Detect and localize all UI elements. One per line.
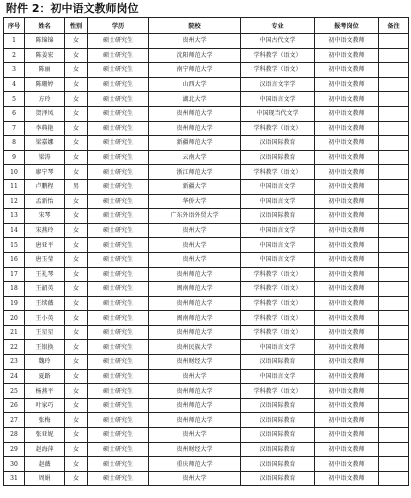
cell-name: 张亚妮 [25, 428, 65, 443]
cell-gender: 女 [65, 471, 88, 486]
table-row [4, 355, 409, 370]
cell-position: 初中语文教师 [315, 311, 379, 326]
cell-index: 28 [4, 428, 25, 443]
cell-school: 贵州大学 [149, 223, 241, 238]
cell-name: 王礼琴 [25, 267, 65, 282]
cell-major: 中国语言文学 [241, 92, 315, 107]
cell-name: 张梅 [25, 413, 65, 428]
cell-remarks [379, 398, 409, 413]
cell-position: 初中语文教师 [315, 428, 379, 443]
table-row [4, 282, 409, 297]
table-row [4, 63, 409, 78]
cell-education: 硕士研究生 [88, 106, 149, 121]
cell-education: 硕士研究生 [88, 92, 149, 107]
cell-index: 25 [4, 384, 25, 399]
cell-gender: 女 [65, 340, 88, 355]
cell-education: 硕士研究生 [88, 398, 149, 413]
cell-education: 硕士研究生 [88, 150, 149, 165]
cell-position: 初中语文教师 [315, 238, 379, 253]
cell-index: 17 [4, 267, 25, 282]
cell-education: 硕士研究生 [88, 63, 149, 78]
table-row [4, 179, 409, 194]
cell-education: 硕士研究生 [88, 457, 149, 472]
cell-name: 王韶英 [25, 282, 65, 297]
cell-major: 中国语言文学 [241, 223, 315, 238]
cell-school: 沈阳师范大学 [149, 48, 241, 63]
cell-position: 初中语文教师 [315, 442, 379, 457]
cell-remarks [379, 63, 409, 78]
cell-name: 贺泽凤 [25, 106, 65, 121]
cell-major: 中国语言文学 [241, 369, 315, 384]
cell-position: 初中语文教师 [315, 136, 379, 151]
cell-name: 魏玲 [25, 355, 65, 370]
cell-education: 硕士研究生 [88, 442, 149, 457]
cell-index: 11 [4, 179, 25, 194]
table-row [4, 48, 409, 63]
cell-remarks [379, 106, 409, 121]
table-row [4, 92, 409, 107]
cell-school: 贵州大学 [149, 471, 241, 486]
table-row [4, 238, 409, 253]
cell-remarks [379, 194, 409, 209]
table-row [4, 223, 409, 238]
cell-index: 30 [4, 457, 25, 472]
cell-gender: 女 [65, 311, 88, 326]
cell-gender: 女 [65, 355, 88, 370]
cell-education: 硕士研究生 [88, 340, 149, 355]
cell-education: 硕士研究生 [88, 311, 149, 326]
cell-major: 学科教学（语文） [241, 48, 315, 63]
cell-school: 新疆师范大学 [149, 136, 241, 151]
cell-school: 华侨大学 [149, 194, 241, 209]
cell-remarks [379, 267, 409, 282]
cell-position: 初中语文教师 [315, 267, 379, 282]
cell-gender: 女 [65, 165, 88, 180]
cell-remarks [379, 252, 409, 267]
cell-index: 9 [4, 150, 25, 165]
cell-index: 26 [4, 398, 25, 413]
cell-gender: 女 [65, 369, 88, 384]
cell-major: 学科教学（语文） [241, 267, 315, 282]
cell-index: 7 [4, 121, 25, 136]
cell-position: 初中语文教师 [315, 106, 379, 121]
cell-position: 初中语文教师 [315, 77, 379, 92]
table-row [4, 209, 409, 224]
cell-major: 学科教学（语文） [241, 121, 315, 136]
cell-major: 中国语言文学 [241, 238, 315, 253]
cell-education: 硕士研究生 [88, 413, 149, 428]
cell-gender: 女 [65, 296, 88, 311]
cell-remarks [379, 150, 409, 165]
cell-index: 4 [4, 77, 25, 92]
cell-major: 中国语言文学 [241, 194, 315, 209]
cell-major: 汉语国际教育 [241, 136, 315, 151]
cell-name: 李典艳 [25, 121, 65, 136]
cell-position: 初中语文教师 [315, 471, 379, 486]
cell-major: 汉语国际教育 [241, 457, 315, 472]
cell-index: 2 [4, 48, 25, 63]
cell-position: 初中语文教师 [315, 223, 379, 238]
cell-position: 初中语文教师 [315, 384, 379, 399]
cell-major: 汉语国际教育 [241, 398, 315, 413]
cell-position: 初中语文教师 [315, 340, 379, 355]
cell-education: 硕士研究生 [88, 223, 149, 238]
cell-education: 硕士研究生 [88, 428, 149, 443]
cell-school: 新疆大学 [149, 179, 241, 194]
cell-remarks [379, 296, 409, 311]
table-row [4, 398, 409, 413]
cell-school: 贵州大学 [149, 252, 241, 267]
cell-major: 中国语言文学 [241, 340, 315, 355]
cell-major: 学科教学（语文） [241, 311, 315, 326]
header-remarks: 备注 [379, 18, 409, 34]
cell-remarks [379, 179, 409, 194]
cell-position: 初中语文教师 [315, 121, 379, 136]
cell-position: 初中语文教师 [315, 398, 379, 413]
cell-education: 硕士研究生 [88, 325, 149, 340]
cell-name: 廖宁琴 [25, 165, 65, 180]
cell-gender: 女 [65, 398, 88, 413]
cell-education: 硕士研究生 [88, 34, 149, 49]
cell-school: 湖北大学 [149, 92, 241, 107]
cell-position: 初中语文教师 [315, 325, 379, 340]
table-row [4, 384, 409, 399]
cell-gender: 女 [65, 442, 88, 457]
table-body [4, 34, 409, 486]
cell-position: 初中语文教师 [315, 179, 379, 194]
cell-name: 孟新怡 [25, 194, 65, 209]
cell-major: 汉语国际教育 [241, 150, 315, 165]
cell-position: 初中语文教师 [315, 296, 379, 311]
cell-position: 初中语文教师 [315, 165, 379, 180]
cell-index: 29 [4, 442, 25, 457]
cell-gender: 女 [65, 92, 88, 107]
cell-index: 20 [4, 311, 25, 326]
cell-gender: 女 [65, 150, 88, 165]
cell-major: 中国古代文学 [241, 34, 315, 49]
header-index: 序号 [4, 18, 25, 34]
cell-position: 初中语文教师 [315, 63, 379, 78]
cell-remarks [379, 282, 409, 297]
table-row [4, 325, 409, 340]
cell-school: 贵州师范大学 [149, 384, 241, 399]
table-row [4, 252, 409, 267]
cell-name: 宋燕玲 [25, 223, 65, 238]
cell-index: 22 [4, 340, 25, 355]
cell-school: 贵州师范大学 [149, 398, 241, 413]
table-row [4, 106, 409, 121]
cell-gender: 女 [65, 428, 88, 443]
cell-major: 汉语国际教育 [241, 209, 315, 224]
cell-index: 27 [4, 413, 25, 428]
cell-education: 硕士研究生 [88, 179, 149, 194]
cell-major: 学科教学（语文） [241, 63, 315, 78]
cell-school: 重庆师范大学 [149, 457, 241, 472]
cell-remarks [379, 413, 409, 428]
cell-school: 贵州大学 [149, 34, 241, 49]
cell-remarks [379, 34, 409, 49]
cell-position: 初中语文教师 [315, 252, 379, 267]
cell-remarks [379, 92, 409, 107]
cell-gender: 女 [65, 457, 88, 472]
cell-index: 10 [4, 165, 25, 180]
cell-gender: 男 [65, 179, 88, 194]
cell-position: 初中语文教师 [315, 282, 379, 297]
cell-education: 硕士研究生 [88, 77, 149, 92]
cell-name: 王小英 [25, 311, 65, 326]
cell-index: 1 [4, 34, 25, 49]
cell-school: 闽南师范大学 [149, 311, 241, 326]
cell-remarks [379, 77, 409, 92]
table-row [4, 413, 409, 428]
cell-school: 浙江师范大学 [149, 165, 241, 180]
cell-education: 硕士研究生 [88, 282, 149, 297]
cell-gender: 女 [65, 34, 88, 49]
cell-name: 王续薇 [25, 296, 65, 311]
cell-name: 赵薇 [25, 457, 65, 472]
cell-school: 贵州大学 [149, 238, 241, 253]
cell-education: 硕士研究生 [88, 48, 149, 63]
cell-education: 硕士研究生 [88, 252, 149, 267]
cell-major: 学科教学（语文） [241, 384, 315, 399]
cell-school: 贵州民族大学 [149, 340, 241, 355]
cell-major: 中国语言文学 [241, 179, 315, 194]
table-row [4, 428, 409, 443]
table-row [4, 165, 409, 180]
cell-school: 贵州师范大学 [149, 106, 241, 121]
cell-gender: 女 [65, 48, 88, 63]
cell-position: 初中语文教师 [315, 413, 379, 428]
cell-index: 24 [4, 369, 25, 384]
cell-name: 周娟 [25, 471, 65, 486]
candidate-table [3, 17, 409, 486]
cell-school: 贵州财经大学 [149, 355, 241, 370]
table-row [4, 194, 409, 209]
cell-education: 硕士研究生 [88, 355, 149, 370]
cell-gender: 女 [65, 325, 88, 340]
cell-remarks [379, 136, 409, 151]
cell-school: 贵州师范大学 [149, 121, 241, 136]
cell-name: 梁涛 [25, 150, 65, 165]
cell-gender: 女 [65, 136, 88, 151]
cell-position: 初中语文教师 [315, 150, 379, 165]
cell-school: 贵州师范大学 [149, 267, 241, 282]
header-name: 姓名 [25, 18, 65, 34]
table-row [4, 267, 409, 282]
table-row [4, 457, 409, 472]
cell-gender: 女 [65, 106, 88, 121]
cell-gender: 女 [65, 223, 88, 238]
table-row [4, 296, 409, 311]
table-row [4, 150, 409, 165]
cell-name: 陈丽 [25, 63, 65, 78]
cell-remarks [379, 223, 409, 238]
cell-major: 汉语国际教育 [241, 471, 315, 486]
cell-name: 赵海萍 [25, 442, 65, 457]
table-row [4, 340, 409, 355]
cell-index: 23 [4, 355, 25, 370]
cell-gender: 女 [65, 282, 88, 297]
cell-name: 陈珊婷 [25, 77, 65, 92]
cell-school: 贵州师范大学 [149, 325, 241, 340]
cell-major: 汉语国际教育 [241, 442, 315, 457]
cell-major: 汉语国际教育 [241, 428, 315, 443]
cell-education: 硕士研究生 [88, 384, 149, 399]
header-position: 报考岗位 [315, 18, 379, 34]
cell-remarks [379, 471, 409, 486]
cell-index: 6 [4, 106, 25, 121]
table-row [4, 442, 409, 457]
cell-name: 唐玉莹 [25, 252, 65, 267]
cell-school: 山西大学 [149, 77, 241, 92]
cell-position: 初中语文教师 [315, 209, 379, 224]
cell-remarks [379, 209, 409, 224]
cell-name: 杨燕平 [25, 384, 65, 399]
cell-position: 初中语文教师 [315, 92, 379, 107]
cell-name: 宋琴 [25, 209, 65, 224]
cell-gender: 女 [65, 121, 88, 136]
cell-education: 硕士研究生 [88, 136, 149, 151]
cell-position: 初中语文教师 [315, 48, 379, 63]
cell-index: 15 [4, 238, 25, 253]
cell-remarks [379, 384, 409, 399]
cell-index: 3 [4, 63, 25, 78]
cell-remarks [379, 355, 409, 370]
cell-gender: 女 [65, 238, 88, 253]
cell-name: 夏路 [25, 369, 65, 384]
cell-school: 广东外语外贸大学 [149, 209, 241, 224]
cell-remarks [379, 48, 409, 63]
cell-index: 31 [4, 471, 25, 486]
cell-remarks [379, 442, 409, 457]
cell-education: 硕士研究生 [88, 238, 149, 253]
cell-education: 硕士研究生 [88, 194, 149, 209]
table-row [4, 121, 409, 136]
cell-name: 梁嘉娜 [25, 136, 65, 151]
cell-index: 13 [4, 209, 25, 224]
cell-name: 卢鹏程 [25, 179, 65, 194]
cell-gender: 女 [65, 413, 88, 428]
table-row [4, 77, 409, 92]
cell-school: 南宁师范大学 [149, 63, 241, 78]
cell-gender: 女 [65, 267, 88, 282]
cell-remarks [379, 428, 409, 443]
cell-education: 硕士研究生 [88, 267, 149, 282]
cell-remarks [379, 369, 409, 384]
cell-education: 硕士研究生 [88, 121, 149, 136]
cell-school: 贵州大学 [149, 428, 241, 443]
table-row [4, 471, 409, 486]
cell-index: 14 [4, 223, 25, 238]
cell-gender: 女 [65, 194, 88, 209]
cell-name: 王银换 [25, 340, 65, 355]
cell-index: 12 [4, 194, 25, 209]
cell-major: 学科教学（语文） [241, 325, 315, 340]
cell-major: 汉语言文字学 [241, 77, 315, 92]
table-header-row [4, 18, 409, 34]
cell-school: 贵州师范大学 [149, 296, 241, 311]
cell-position: 初中语文教师 [315, 194, 379, 209]
cell-education: 硕士研究生 [88, 471, 149, 486]
cell-major: 中国语言文学 [241, 252, 315, 267]
cell-gender: 女 [65, 384, 88, 399]
cell-major: 汉语国际教育 [241, 413, 315, 428]
cell-name: 陈姜宏 [25, 48, 65, 63]
cell-name: 方玲 [25, 92, 65, 107]
cell-remarks [379, 121, 409, 136]
cell-index: 8 [4, 136, 25, 151]
cell-major: 学科教学（语文） [241, 165, 315, 180]
cell-school: 贵州师范大学 [149, 413, 241, 428]
cell-gender: 女 [65, 63, 88, 78]
cell-name: 叶家巧 [25, 398, 65, 413]
cell-index: 5 [4, 92, 25, 107]
cell-position: 初中语文教师 [315, 457, 379, 472]
cell-education: 硕士研究生 [88, 165, 149, 180]
cell-gender: 女 [65, 209, 88, 224]
cell-remarks [379, 457, 409, 472]
cell-position: 初中语文教师 [315, 369, 379, 384]
cell-gender: 女 [65, 252, 88, 267]
header-education: 学历 [88, 18, 149, 34]
cell-position: 初中语文教师 [315, 34, 379, 49]
cell-remarks [379, 340, 409, 355]
table-row [4, 136, 409, 151]
page-title: 附件 2：初中语文教师岗位 [6, 2, 139, 15]
cell-index: 21 [4, 325, 25, 340]
cell-remarks [379, 238, 409, 253]
cell-major: 学科教学（语文） [241, 282, 315, 297]
cell-name: 王星星 [25, 325, 65, 340]
header-school: 院校 [149, 18, 241, 34]
cell-major: 学科教学（语文） [241, 296, 315, 311]
cell-education: 硕士研究生 [88, 296, 149, 311]
cell-name: 陈锦锦 [25, 34, 65, 49]
cell-gender: 女 [65, 77, 88, 92]
cell-school: 贵州大学 [149, 369, 241, 384]
cell-school: 云南大学 [149, 150, 241, 165]
cell-remarks [379, 311, 409, 326]
cell-index: 19 [4, 296, 25, 311]
cell-major: 中国现当代文学 [241, 106, 315, 121]
cell-education: 硕士研究生 [88, 369, 149, 384]
header-gender: 性别 [65, 18, 88, 34]
cell-remarks [379, 165, 409, 180]
header-major: 专业 [241, 18, 315, 34]
cell-name: 唐亚平 [25, 238, 65, 253]
table-row [4, 311, 409, 326]
cell-index: 18 [4, 282, 25, 297]
table-row [4, 369, 409, 384]
cell-position: 初中语文教师 [315, 355, 379, 370]
cell-education: 硕士研究生 [88, 209, 149, 224]
table-row [4, 34, 409, 49]
cell-school: 贵州财经大学 [149, 442, 241, 457]
cell-remarks [379, 325, 409, 340]
cell-school: 闽南师范大学 [149, 282, 241, 297]
cell-major: 汉语国际教育 [241, 355, 315, 370]
cell-index: 16 [4, 252, 25, 267]
